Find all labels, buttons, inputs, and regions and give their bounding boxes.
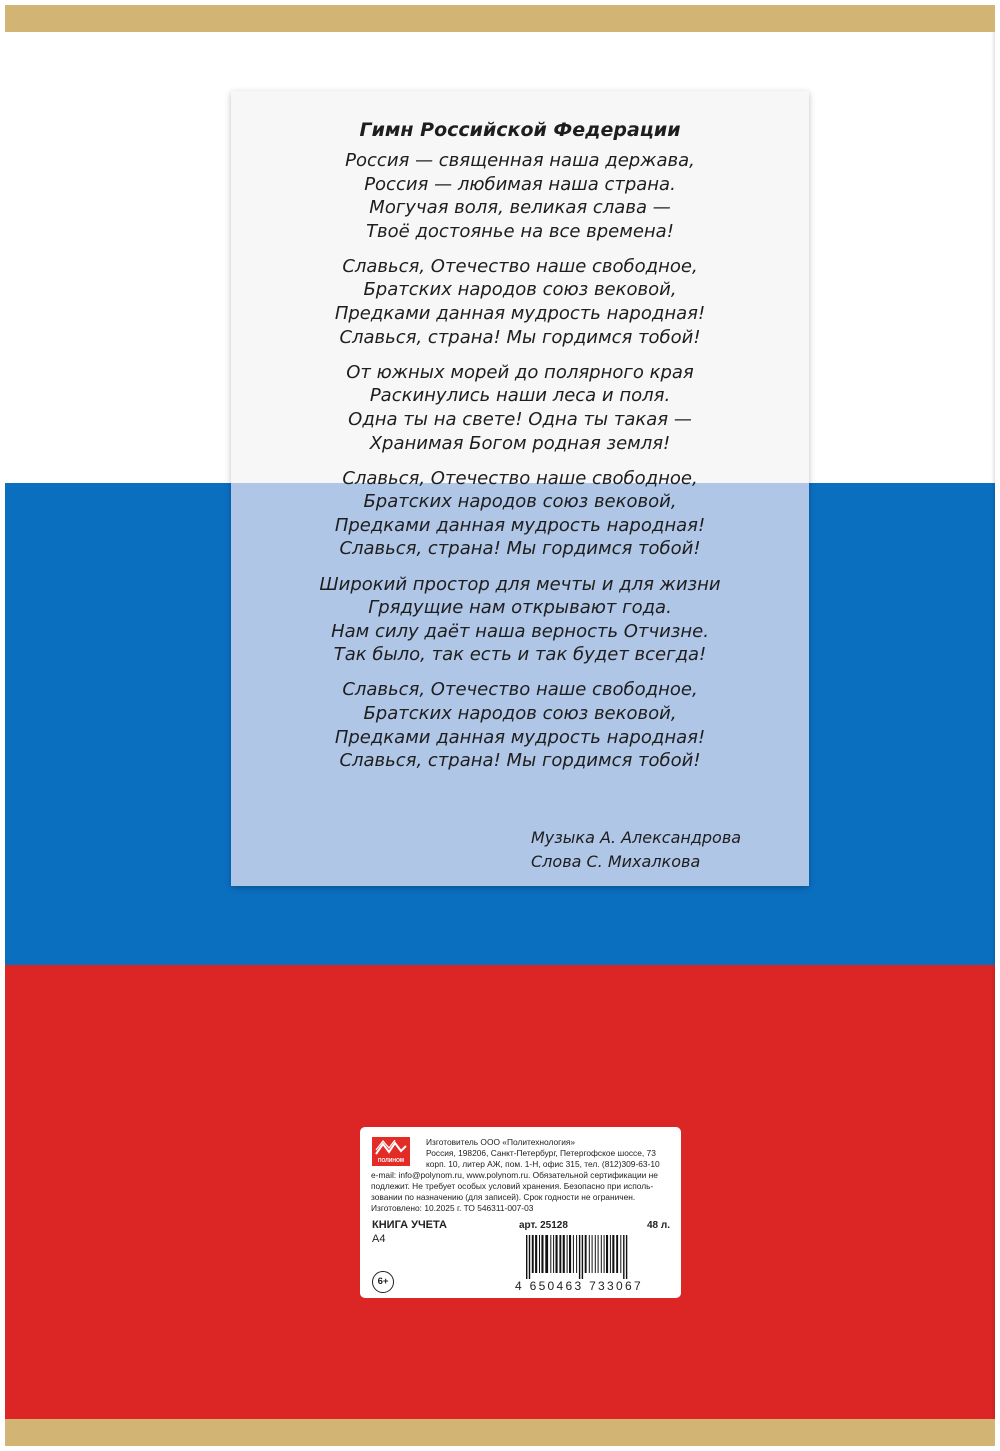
manufacturer-line: Изготовитель ООО «Политехнология» — [426, 1137, 576, 1147]
anthem-line: Славься, страна! Мы гордимся тобой! — [339, 538, 701, 560]
manufacturer-line: Россия, 198206, Санкт-Петербург, Петергофское шоссе, 73 — [426, 1148, 656, 1158]
lyrics-credit: Слова С. Михалкова — [531, 852, 701, 871]
barcode-bar — [585, 1235, 587, 1273]
anthem-stanza-3 — [231, 573, 809, 667]
barcode-bar — [604, 1235, 605, 1273]
anthem-line: Одна ты на свете! Одна ты такая — — [348, 408, 692, 430]
anthem-credits — [531, 826, 741, 874]
anthem-line: Грядущие нам открывают года. — [368, 597, 672, 619]
anthem-line: Славься, Отечество наше свободное, — [342, 255, 698, 277]
anthem-stanza-1 — [231, 149, 809, 243]
barcode-bar — [556, 1235, 558, 1273]
anthem-line: Славься, Отечество наше свободное, — [342, 467, 698, 489]
anthem-line: Твоё достоянье на все времена! — [366, 220, 674, 242]
barcode-bar — [535, 1235, 537, 1273]
anthem-title: Гимн Российской Федерации — [359, 119, 681, 141]
age-rating-badge: 6+ — [372, 1271, 394, 1293]
barcode-digits: 4 650463 733067 — [515, 1279, 643, 1293]
anthem-line: Славься, Отечество наше свободное, — [342, 679, 698, 701]
anthem-text — [231, 116, 809, 784]
barcode-bar — [626, 1235, 627, 1279]
barcode-bar — [620, 1235, 621, 1273]
anthem-panel — [231, 91, 809, 886]
product-name: КНИГА УЧЕТА — [372, 1219, 447, 1231]
anthem-chorus-2 — [231, 467, 809, 561]
product-format: А4 — [372, 1233, 386, 1245]
notebook-back-cover — [5, 5, 995, 1446]
barcode-bar — [582, 1235, 583, 1279]
cover-edge-shadow — [991, 32, 995, 1419]
barcode-bar — [592, 1235, 593, 1273]
barcode-bar — [595, 1235, 596, 1273]
barcode-bar — [541, 1235, 543, 1273]
barcode-bar — [579, 1235, 580, 1279]
anthem-line: Россия — любимая наша страна. — [364, 173, 676, 195]
anthem-line: Славься, страна! Мы гордимся тобой! — [339, 750, 701, 772]
barcode-bar — [545, 1235, 548, 1273]
anthem-chorus-3 — [231, 678, 809, 772]
barcode-bar — [612, 1235, 614, 1273]
barcode — [524, 1235, 666, 1279]
anthem-line: Широкий простор для мечты и для жизни — [319, 573, 721, 595]
gold-border-top — [5, 5, 995, 32]
barcode-bar — [526, 1235, 527, 1279]
article-number: арт. 25128 — [519, 1220, 568, 1231]
barcode-bar — [559, 1235, 561, 1273]
manufacturer-line: e-mail: info@polynom.ru, www.polynom.ru. Обязательной сертификации не — [371, 1170, 658, 1180]
barcode-bar — [606, 1235, 608, 1273]
anthem-line: Предками данная мудрость народная! — [334, 514, 706, 536]
barcode-bar — [532, 1235, 534, 1273]
manufacturer-line: корп. 10, литер АЖ, пом. 1-Н, офис 315, тел. (812)309-63-10 — [426, 1159, 660, 1169]
anthem-line: Нам силу даёт наша верность Отчизне. — [331, 620, 709, 642]
sheet-count: 48 л. — [646, 1220, 670, 1231]
anthem-line: Хранимая Богом родная земля! — [369, 432, 671, 454]
anthem-line: Славься, страна! Мы гордимся тобой! — [339, 326, 701, 348]
manufacturer-info — [371, 1137, 671, 1214]
barcode-bar — [573, 1235, 574, 1273]
anthem-line: От южных морей до полярного края — [346, 361, 694, 383]
barcode-bar — [576, 1235, 577, 1273]
anthem-line: Предками данная мудрость народная! — [334, 726, 706, 748]
barcode-bar — [598, 1235, 599, 1273]
barcode-bar — [601, 1235, 602, 1273]
barcode-bar — [569, 1235, 571, 1273]
anthem-chorus-1 — [231, 255, 809, 349]
barcode-bar — [529, 1235, 530, 1279]
barcode-bar — [563, 1235, 565, 1273]
anthem-line: Предками данная мудрость народная! — [334, 303, 706, 325]
manufacturer-line: зовании по назначению (для записей). Срок годности не ограничен. — [371, 1192, 636, 1202]
barcode-bar — [589, 1235, 590, 1273]
logo-text: ПОЛИНОМ — [377, 1158, 405, 1164]
anthem-line: Братских народов союз вековой, — [363, 702, 677, 724]
anthem-line: Россия — священная наша держава, — [345, 150, 695, 171]
barcode-bar — [610, 1235, 611, 1273]
gold-border-bottom — [5, 1419, 995, 1446]
manufacturer-line: Изготовлено: 10.2025 г. ТО 546311-007-03 — [371, 1203, 534, 1213]
music-credit: Музыка А. Александрова — [531, 828, 742, 847]
anthem-stanza-2 — [231, 361, 809, 455]
anthem-line: Раскинулись наши леса и поля. — [369, 385, 671, 407]
anthem-line: Так было, так есть и так будет всегда! — [333, 644, 707, 666]
anthem-line: Братских народов союз вековой, — [363, 279, 677, 301]
barcode-bar — [567, 1235, 568, 1273]
barcode-bar — [616, 1235, 618, 1273]
anthem-line: Могучая воля, великая слава — — [369, 197, 671, 219]
barcode-bar — [553, 1235, 554, 1273]
manufacturer-line: подлежит. Не требует особых условий хранения. Безопасно при исполь- — [371, 1181, 654, 1191]
barcode-bar — [550, 1235, 551, 1273]
barcode-bar — [623, 1235, 624, 1279]
barcode-bar — [539, 1235, 540, 1273]
anthem-line: Братских народов союз вековой, — [363, 491, 677, 513]
product-info-label — [360, 1127, 681, 1298]
